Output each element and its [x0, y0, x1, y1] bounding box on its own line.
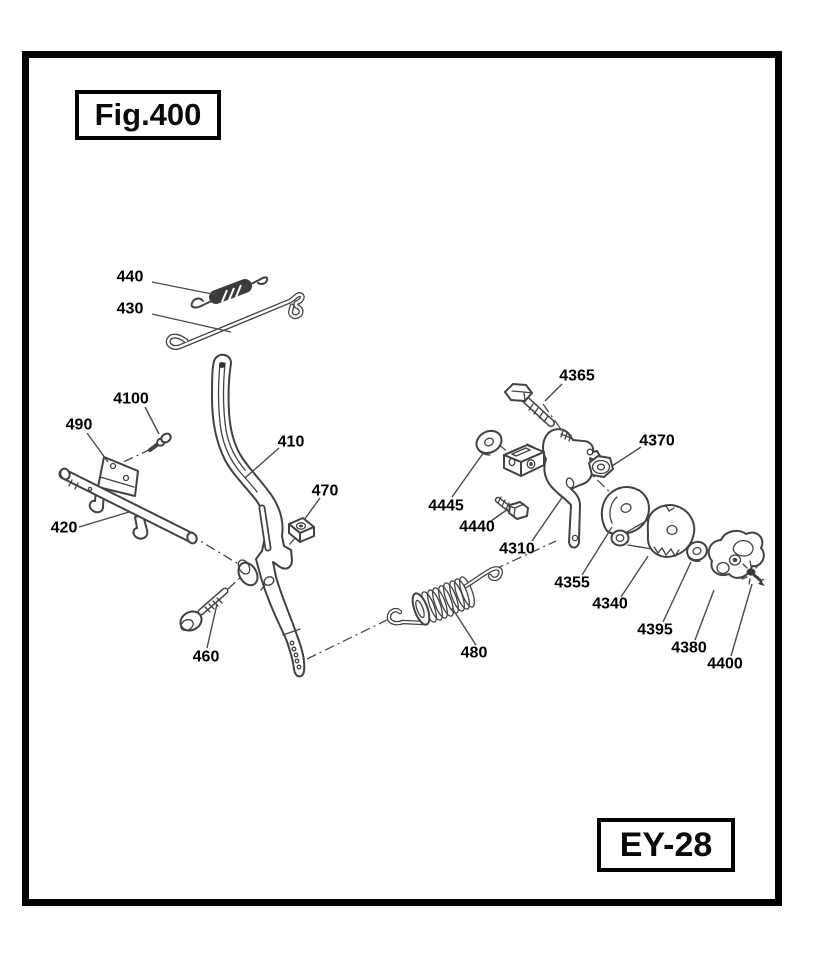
part-label-4310: 4310 — [499, 540, 535, 558]
bolt-4440 — [498, 497, 528, 519]
leader-line-4100 — [145, 407, 159, 434]
part-label-470: 470 — [311, 482, 339, 500]
washer-4355 — [602, 487, 649, 534]
leader-line-490 — [87, 433, 108, 462]
nut-470 — [289, 518, 314, 542]
leader-line-410 — [245, 448, 279, 478]
axis-line-lever-spring480 — [307, 618, 391, 659]
bolt-460 — [177, 591, 225, 634]
leader-line-4365 — [545, 384, 562, 401]
leader-line-480 — [452, 608, 476, 645]
screw-4100 — [150, 432, 172, 450]
part-label-4340: 4340 — [592, 595, 628, 613]
part-label-430: 430 — [116, 300, 144, 318]
part-label-490: 490 — [65, 416, 93, 434]
part-label-4395: 4395 — [637, 621, 673, 639]
leader-line-470 — [304, 498, 320, 520]
part-label-4380: 4380 — [671, 639, 707, 657]
part-label-440: 440 — [116, 268, 144, 286]
part-label-420: 420 — [50, 519, 78, 537]
leader-line-4340 — [621, 556, 648, 597]
plate-4380 — [709, 531, 764, 578]
washer-4445 — [473, 427, 506, 458]
part-label-4365: 4365 — [559, 367, 595, 385]
leader-line-4380 — [695, 590, 714, 640]
part-label-4355: 4355 — [554, 574, 590, 592]
part-label-4440: 4440 — [459, 518, 495, 536]
leader-line-4370 — [612, 447, 641, 466]
bracket-assembly-4310 — [504, 429, 600, 547]
leader-line-4445 — [452, 452, 484, 497]
leader-line-430 — [152, 314, 231, 332]
leader-line-4310 — [532, 496, 563, 541]
part-label-4100: 4100 — [113, 390, 149, 408]
part-label-460: 460 — [192, 648, 220, 666]
leader-line-4400 — [731, 584, 752, 656]
part-label-480: 480 — [460, 644, 488, 662]
part-label-4400: 4400 — [707, 655, 743, 673]
engine-model-label: EY-28 — [619, 825, 713, 864]
rod-430 — [168, 295, 302, 348]
leader-line-440 — [152, 282, 217, 295]
nut-4370 — [589, 456, 613, 477]
leader-line-420 — [79, 512, 129, 527]
lever-410 — [212, 355, 304, 677]
part-label-410: 410 — [277, 433, 305, 451]
spring-480 — [389, 568, 501, 626]
part-label-4370: 4370 — [639, 432, 675, 450]
part-label-4445: 4445 — [428, 497, 464, 515]
bolt-4365 — [505, 384, 551, 423]
leader-line-4395 — [663, 562, 691, 622]
leader-line-4355 — [582, 527, 612, 575]
figure-number-label: Fig.400 — [94, 97, 202, 132]
